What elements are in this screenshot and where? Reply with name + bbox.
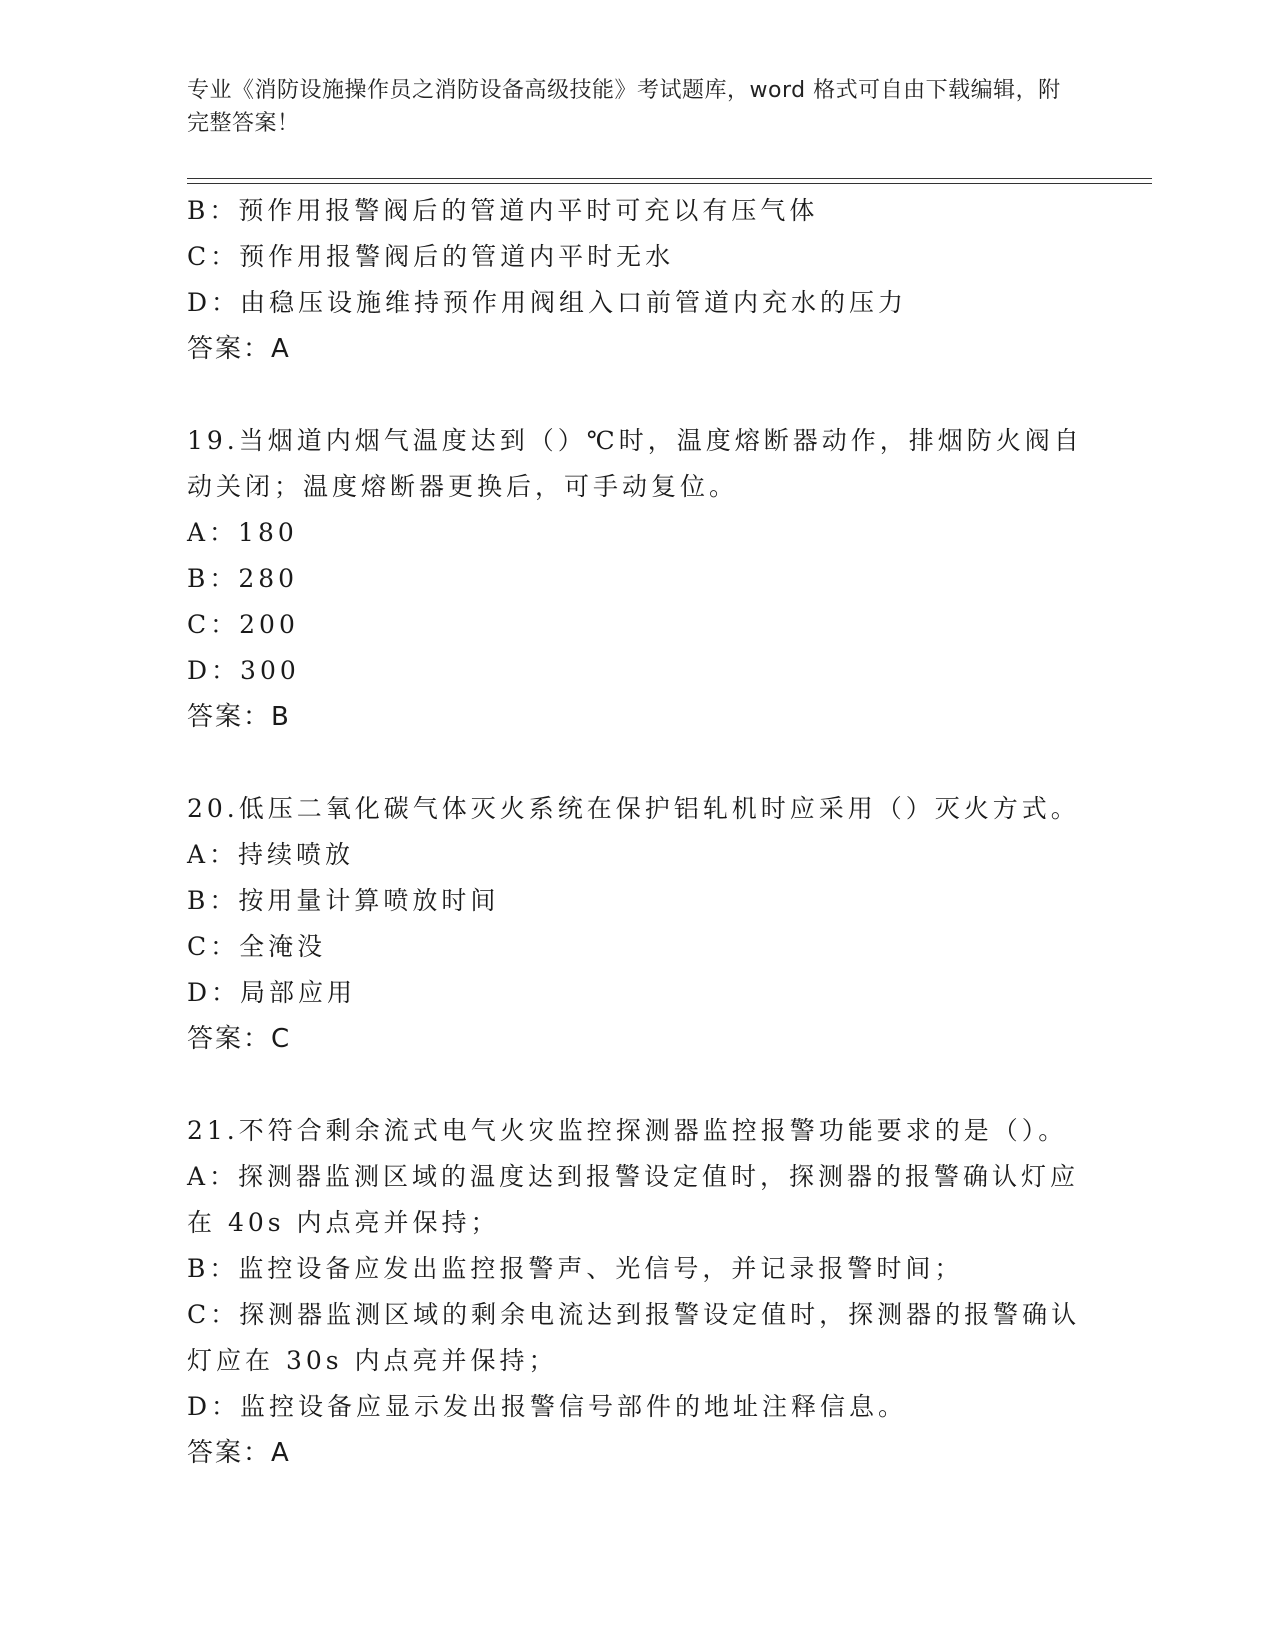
option-b: B：280 xyxy=(187,564,299,593)
answer-line xyxy=(187,694,1087,740)
answer-label: 答案： xyxy=(187,1024,272,1054)
spacer xyxy=(187,740,1087,786)
answer-label: 答案： xyxy=(187,702,272,732)
question-stem-line: 动关闭；温度熔断器更换后，可手动复位。 xyxy=(187,472,739,501)
option-c-line: 灯应在 30s 内点亮并保持； xyxy=(187,1346,558,1375)
answer-value: A xyxy=(271,334,291,364)
header-rule-top xyxy=(187,178,1152,179)
option-d: D：300 xyxy=(187,656,300,685)
answer-value: B xyxy=(271,702,291,732)
option-d: D：由稳压设施维持预作用阀组入口前管道内充水的压力 xyxy=(187,288,908,317)
option-b: B：预作用报警阀后的管道内平时可充以有压气体 xyxy=(187,196,819,225)
question-19 xyxy=(187,418,1087,740)
option-d-line: D：监控设备应显示发出报警信号部件的地址注释信息。 xyxy=(187,1392,908,1421)
question-18-continued xyxy=(187,188,1087,372)
answer-line xyxy=(187,1430,1087,1476)
page-header: 专业《消防设施操作员之消防设备高级技能》考试题库，word 格式可自由下载编辑，附完整答案！ xyxy=(187,78,1061,136)
option-c-line: C：探测器监测区域的剩余电流达到报警设定值时，探测器的报警确认 xyxy=(187,1300,1081,1329)
header-rule-bottom xyxy=(187,183,1152,184)
option-a: A：180 xyxy=(187,518,298,547)
answer-value: A xyxy=(271,1438,291,1468)
answer-label: 答案： xyxy=(187,1438,272,1468)
option-a-line: 在 40s 内点亮并保持； xyxy=(187,1208,500,1237)
option-c: C：全淹没 xyxy=(187,932,327,961)
option-b-line: B：监控设备应发出监控报警声、光信号，并记录报警时间； xyxy=(187,1254,964,1283)
option-b: B：按用量计算喷放时间 xyxy=(187,886,500,915)
answer-label: 答案： xyxy=(187,334,272,364)
question-21 xyxy=(187,1108,1087,1476)
option-a: A：持续喷放 xyxy=(187,840,355,869)
option-c: C：预作用报警阀后的管道内平时无水 xyxy=(187,242,675,271)
spacer xyxy=(187,372,1087,418)
option-c: C：200 xyxy=(187,610,299,639)
question-stem-line: 20.低压二氧化碳气体灭火系统在保护铝轧机时应采用（）灭火方式。 xyxy=(187,794,1080,823)
spacer xyxy=(187,1062,1087,1108)
question-20 xyxy=(187,786,1087,1062)
answer-value: C xyxy=(271,1024,292,1054)
answer-line xyxy=(187,1016,1087,1062)
question-stem-line: 19.当烟道内烟气温度达到（）℃时，温度熔断器动作，排烟防火阀自 xyxy=(187,426,1083,455)
question-list xyxy=(187,188,1087,1476)
answer-line xyxy=(187,326,1087,372)
option-a-line: A：探测器监测区域的温度达到报警设定值时，探测器的报警确认灯应 xyxy=(187,1162,1080,1191)
option-d: D：局部应用 xyxy=(187,978,357,1007)
question-stem-line: 21.不符合剩余流式电气火灾监控探测器监控报警功能要求的是（）。 xyxy=(187,1116,1068,1145)
